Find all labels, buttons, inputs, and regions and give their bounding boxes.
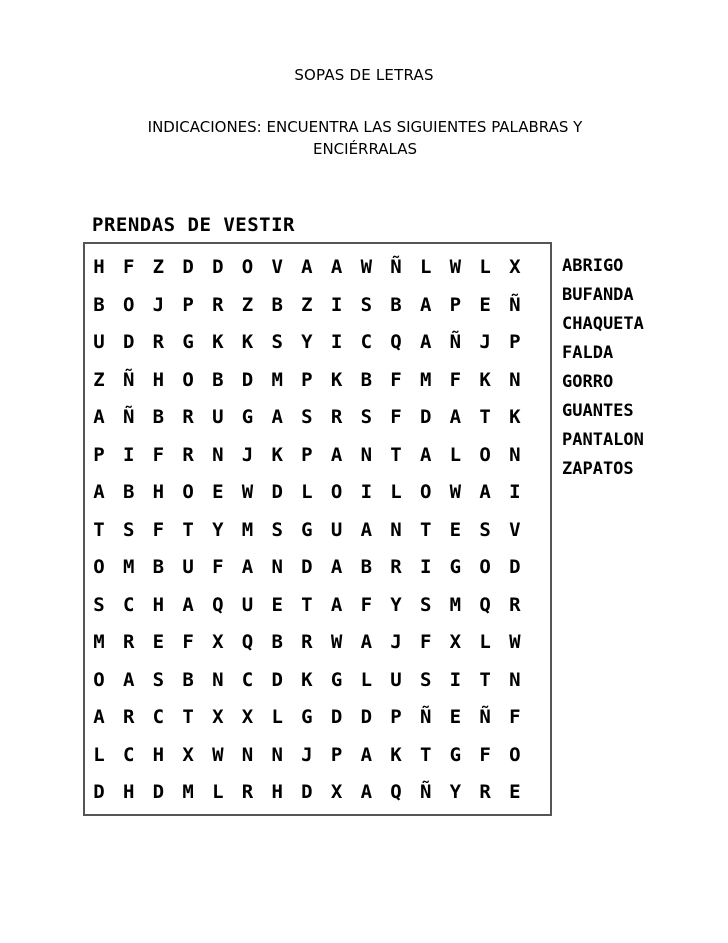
grid-letter[interactable]: D [93,781,105,803]
grid-letter[interactable]: P [330,743,343,766]
word-list-item: BUFANDA [562,285,634,305]
grid-letter[interactable]: F [449,368,462,391]
grid-letter[interactable]: S [479,518,491,541]
grid-letter[interactable]: F [390,406,402,428]
grid-letter[interactable]: O [182,368,194,391]
grid-letter[interactable]: D [330,706,343,728]
grid-letter[interactable]: I [360,481,373,503]
grid-letter[interactable]: A [330,256,343,278]
grid-letter[interactable]: M [241,518,254,541]
grid-letter[interactable]: I [449,668,462,691]
grid-letter[interactable]: S [360,293,373,316]
word-list-item: CHAQUETA [562,314,644,334]
instructions-text: INDICACIONES: ENCUENTRA LAS SIGUIENTES PALABRAS Y ENCIÉRRALAS [147,118,583,158]
grid-letter[interactable]: M [419,368,432,391]
grid-letter[interactable]: M [271,368,283,391]
grid-letter[interactable]: G [301,518,313,541]
grid-letter[interactable]: T [182,706,194,728]
grid-letter[interactable]: A [330,556,343,578]
grid-letter[interactable]: V [271,256,283,278]
word-search-grid [83,242,552,816]
grid-letter[interactable]: A [330,443,343,466]
grid-letter[interactable]: Y [449,781,462,803]
grid-letter[interactable]: H [152,743,165,766]
grid-letter[interactable]: P [301,443,313,466]
grid-letter[interactable]: I [330,293,343,316]
grid-letter[interactable]: Q [241,631,254,653]
grid-letter[interactable]: X [212,631,224,653]
grid-letter[interactable]: W [241,481,254,503]
grid-letter[interactable]: D [271,668,283,691]
grid-letter[interactable]: H [122,781,135,803]
grid-letter[interactable]: R [390,556,402,578]
grid-letter[interactable]: O [122,293,135,316]
grid-letter[interactable]: D [271,481,283,503]
grid-letter[interactable]: Ñ [390,256,402,278]
grid-letter[interactable]: K [390,743,402,766]
grid-letter[interactable]: F [212,556,224,578]
grid-letter[interactable]: A [182,593,194,616]
grid-letter[interactable]: T [479,668,491,691]
grid-letter[interactable]: B [271,631,283,653]
grid-letter[interactable]: E [449,706,462,728]
grid-letter[interactable]: G [449,556,462,578]
grid-letter[interactable]: Z [301,293,313,316]
grid-letter[interactable]: N [241,743,254,766]
grid-letter[interactable]: H [152,593,165,616]
grid-letter[interactable]: H [152,481,165,503]
grid-letter[interactable]: E [271,593,283,616]
grid-letter[interactable]: L [212,781,224,803]
word-list-item: GUANTES [562,401,634,421]
grid-letter[interactable]: W [449,481,462,503]
grid-letter[interactable]: O [182,481,194,503]
grid-letter[interactable]: F [152,518,165,541]
grid-letter[interactable]: X [241,706,254,728]
grid-letter[interactable]: X [330,781,343,803]
grid-letter[interactable]: Ñ [419,781,432,803]
grid-letter[interactable]: J [390,631,402,653]
grid-letter[interactable]: E [449,518,462,541]
grid-letter[interactable]: B [152,406,165,428]
grid-letter[interactable]: H [152,368,165,391]
grid-letter[interactable]: Q [390,781,402,803]
grid-letter[interactable]: X [449,631,462,653]
grid-letter[interactable]: F [479,743,491,766]
grid-letter[interactable]: L [271,706,283,728]
grid-letter[interactable]: J [301,743,313,766]
grid-letter[interactable]: D [509,556,521,578]
grid-letter[interactable]: K [479,368,491,391]
grid-letter[interactable]: F [390,368,402,391]
grid-letter[interactable]: U [182,556,194,578]
grid-letter[interactable]: N [390,518,402,541]
grid-letter[interactable]: N [509,668,521,691]
grid-letter[interactable]: R [182,443,194,466]
grid-letter[interactable]: O [479,443,491,466]
grid-letter[interactable]: K [241,331,254,353]
grid-letter[interactable]: F [419,631,432,653]
grid-letter[interactable]: N [360,443,373,466]
grid-letter[interactable]: T [93,518,105,541]
grid-letter[interactable]: W [449,256,462,278]
grid-letter[interactable]: A [360,781,373,803]
grid-letter[interactable]: U [93,331,105,353]
grid-letter[interactable]: E [152,631,165,653]
grid-letter[interactable]: E [212,481,224,503]
grid-letter[interactable]: K [301,668,313,691]
grid-letter[interactable]: N [509,443,521,466]
grid-letter[interactable]: K [509,406,521,428]
grid-letter[interactable]: Ñ [122,406,135,428]
grid-letter[interactable]: Q [479,593,491,616]
grid-letter[interactable]: P [182,293,194,316]
grid-letter[interactable]: F [122,256,135,278]
grid-letter[interactable]: D [360,706,373,728]
grid-letter[interactable]: J [241,443,254,466]
grid-letter[interactable]: I [509,481,521,503]
grid-letter[interactable]: B [212,368,224,391]
grid-letter[interactable]: T [390,443,402,466]
grid-letter[interactable]: B [360,556,373,578]
grid-letter[interactable]: Z [241,293,254,316]
grid-letter[interactable]: A [241,556,254,578]
word-list [562,252,644,484]
grid-letter[interactable]: H [271,781,283,803]
grid-letter[interactable]: W [360,256,373,278]
grid-letter[interactable]: B [182,668,194,691]
grid-letter[interactable]: E [479,293,491,316]
grid-letter[interactable]: O [241,256,254,278]
grid-letter[interactable]: O [330,481,343,503]
grid-letter[interactable]: Ñ [479,706,491,728]
word-list-item: ABRIGO [562,256,624,276]
grid-letter[interactable]: K [212,331,224,353]
grid-letter[interactable]: P [93,443,105,466]
grid-letter[interactable]: S [419,668,432,691]
grid-letter[interactable]: P [301,368,313,391]
grid-letter[interactable]: X [509,256,521,278]
grid-letter[interactable]: S [271,331,283,353]
grid-letter[interactable]: B [152,556,165,578]
grid-letter[interactable]: C [122,593,135,616]
grid-letter[interactable]: G [241,406,254,428]
grid-letter[interactable]: D [419,406,432,428]
grid-letter[interactable]: O [479,556,491,578]
grid-letter[interactable]: Y [390,593,402,616]
grid-letter[interactable]: M [449,593,462,616]
grid-letter[interactable]: U [330,518,343,541]
grid-letter[interactable]: A [419,293,432,316]
grid-letter[interactable]: Q [212,593,224,616]
grid-letter[interactable]: L [390,481,402,503]
grid-letter[interactable]: B [271,293,283,316]
grid-letter[interactable]: N [271,743,283,766]
puzzle-heading: PRENDAS DE VESTIR [92,214,295,236]
grid-letter[interactable]: R [330,406,343,428]
grid-letter[interactable]: N [212,668,224,691]
word-list-item: ZAPATOS [562,459,634,479]
grid-letter[interactable]: W [330,631,343,653]
grid-letter[interactable]: Y [212,518,224,541]
grid-letter[interactable]: A [360,518,373,541]
grid-letter[interactable]: I [330,331,343,353]
grid-letter[interactable]: B [390,293,402,316]
grid-letter[interactable]: P [390,706,402,728]
grid-letter[interactable]: M [93,631,105,653]
grid-letter[interactable]: F [182,631,194,653]
grid-letter[interactable]: Z [152,256,165,278]
grid-letter[interactable]: A [449,406,462,428]
grid-letter[interactable]: A [93,481,105,503]
word-list-item: PANTALON [562,430,644,450]
grid-letter[interactable]: A [419,443,432,466]
grid-letter[interactable]: W [509,631,521,653]
grid-letter[interactable]: O [509,743,521,766]
grid-letter[interactable]: A [122,668,135,691]
grid-letter[interactable]: D [182,256,194,278]
grid-letter[interactable]: P [449,293,462,316]
grid-letter[interactable]: S [271,518,283,541]
grid-letter[interactable]: Ñ [509,293,521,316]
grid-letter[interactable]: O [93,668,105,691]
grid-letter[interactable]: L [449,443,462,466]
grid-letter[interactable]: A [479,481,491,503]
grid-letter[interactable]: F [152,443,165,466]
grid-letter[interactable]: W [212,743,224,766]
grid-letter[interactable]: R [212,293,224,316]
grid-letter[interactable]: R [479,781,491,803]
grid-letter[interactable]: M [182,781,194,803]
grid-letter[interactable]: B [122,481,135,503]
word-list-item: FALDA [562,343,614,363]
grid-letter[interactable]: S [301,406,313,428]
grid-letter[interactable]: M [122,556,135,578]
grid-letter[interactable]: R [182,406,194,428]
grid-letter[interactable]: L [93,743,105,766]
grid-letter[interactable]: X [182,743,194,766]
grid-letter[interactable]: I [419,556,432,578]
grid-letter[interactable]: T [182,518,194,541]
grid-letter[interactable]: E [509,781,521,803]
grid-letter[interactable]: Y [301,331,313,353]
grid-letter[interactable]: S [93,593,105,616]
grid-letter[interactable]: T [419,743,432,766]
page-title: SOPAS DE LETRAS [294,66,434,84]
grid-letter[interactable]: R [122,631,135,653]
grid-letter[interactable]: L [419,256,432,278]
grid-letter[interactable]: R [241,781,254,803]
grid-letter[interactable]: Q [390,331,402,353]
grid-letter[interactable]: F [360,593,373,616]
grid-letter[interactable]: G [301,706,313,728]
grid-letter[interactable]: A [93,406,105,428]
grid-letter[interactable]: O [419,481,432,503]
grid-letter[interactable]: R [509,593,521,616]
grid-letter[interactable]: G [330,668,343,691]
grid-letter[interactable]: N [509,368,521,391]
grid-letter[interactable]: P [509,331,521,353]
grid-letter[interactable]: K [271,443,283,466]
grid-letter[interactable]: C [241,668,254,691]
grid-letter[interactable]: D [241,368,254,391]
grid-letter[interactable]: T [301,593,313,616]
grid-letter[interactable]: G [182,331,194,353]
grid-letter[interactable]: J [479,331,491,353]
grid-letter[interactable]: Ñ [449,331,462,353]
grid-letter[interactable]: A [330,593,343,616]
grid-letter[interactable]: J [152,293,165,316]
grid-letter[interactable]: D [301,556,313,578]
grid-letter[interactable]: D [212,256,224,278]
grid-letter[interactable]: D [301,781,313,803]
grid-letter[interactable]: Ñ [122,368,135,391]
grid-letter[interactable]: R [122,706,135,728]
grid-letter[interactable]: O [93,556,105,578]
grid-letter[interactable]: V [509,518,521,541]
grid-letter[interactable]: R [152,331,165,353]
grid-letter[interactable]: K [330,368,343,391]
grid-letter[interactable]: U [390,668,402,691]
grid-letter[interactable]: A [419,331,432,353]
grid-letter[interactable]: Ñ [419,706,432,728]
grid-letter[interactable]: I [122,443,135,466]
grid-letter[interactable]: T [419,518,432,541]
grid-letter[interactable]: N [212,443,224,466]
grid-letter[interactable]: L [479,631,491,653]
grid-letter[interactable]: Z [93,368,105,391]
grid-letter[interactable]: C [360,331,373,353]
grid-letter[interactable]: L [301,481,313,503]
grid-letter[interactable]: S [360,406,373,428]
grid-letter[interactable]: D [122,331,135,353]
grid-letter[interactable]: A [360,743,373,766]
grid-letter[interactable]: H [93,256,105,278]
grid-letter[interactable]: S [152,668,165,691]
grid-letter[interactable]: L [479,256,491,278]
grid-letter[interactable]: U [212,406,224,428]
grid-letter[interactable]: B [360,368,373,391]
word-list-item: GORRO [562,372,614,392]
grid-letter[interactable]: S [122,518,135,541]
grid-letter[interactable]: B [93,293,105,316]
grid-letter[interactable]: D [152,781,165,803]
grid-letter[interactable]: G [449,743,462,766]
grid-letter[interactable]: F [509,706,521,728]
grid-letter[interactable]: L [360,668,373,691]
grid-letter[interactable]: A [360,631,373,653]
grid-letter[interactable]: T [479,406,491,428]
grid-letter[interactable]: R [301,631,313,653]
grid-letter[interactable]: S [419,593,432,616]
grid-letter[interactable]: A [301,256,313,278]
grid-letter[interactable]: U [241,593,254,616]
grid-letter[interactable]: N [271,556,283,578]
grid-letter[interactable]: A [271,406,283,428]
grid-letter[interactable]: X [212,706,224,728]
grid-letter[interactable]: A [93,706,105,728]
grid-letter[interactable]: C [152,706,165,728]
grid-letter[interactable]: C [122,743,135,766]
